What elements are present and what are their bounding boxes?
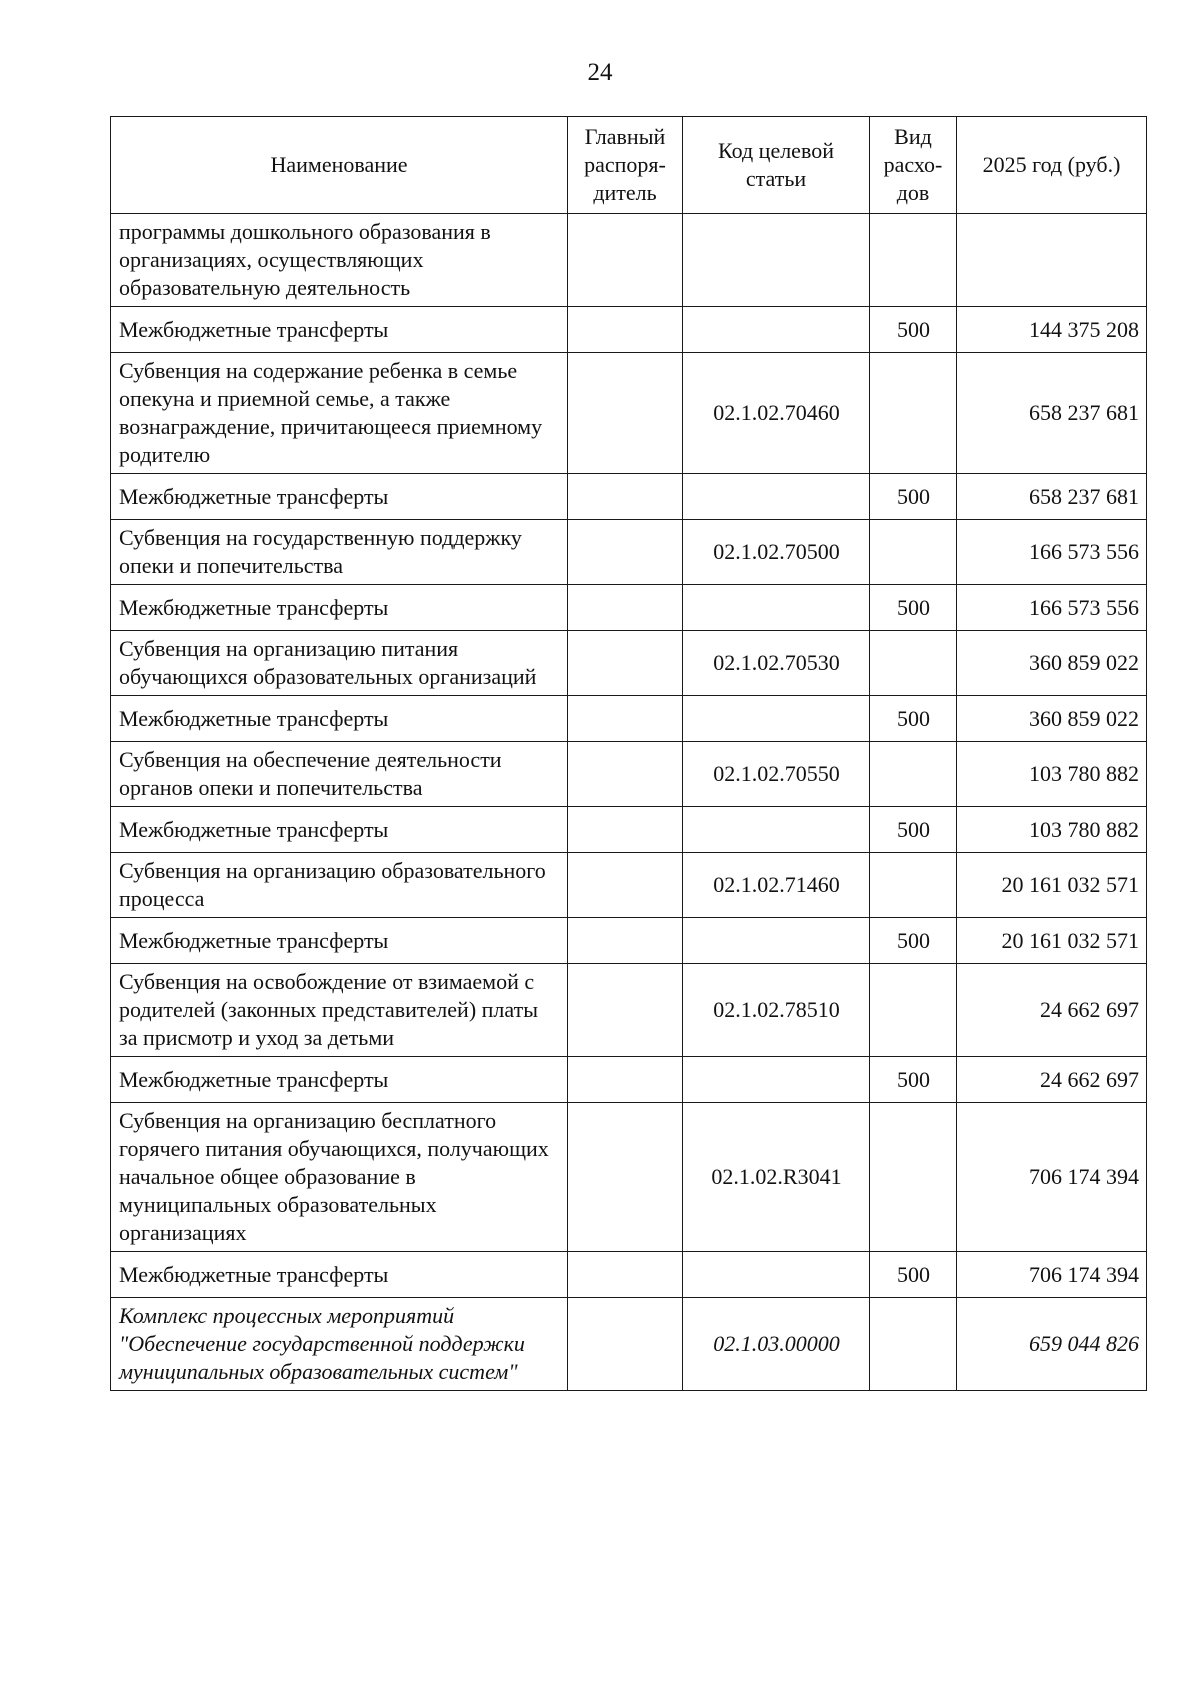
cell-name: Субвенция на содержание ребенка в семье опекуна и приемной семье, а также вознаграждение, причитающееся приемному родителю bbox=[111, 353, 568, 474]
cell-code bbox=[683, 214, 870, 307]
table-row bbox=[111, 696, 1147, 742]
cell-chief bbox=[568, 307, 683, 353]
header-chief: Главный распоря-дитель bbox=[568, 117, 683, 214]
table-row bbox=[111, 853, 1147, 918]
cell-chief bbox=[568, 918, 683, 964]
cell-chief bbox=[568, 807, 683, 853]
cell-chief bbox=[568, 585, 683, 631]
cell-code: 02.1.03.00000 bbox=[683, 1298, 870, 1391]
cell-vid bbox=[870, 631, 957, 696]
cell-code bbox=[683, 696, 870, 742]
cell-code: 02.1.02.70460 bbox=[683, 353, 870, 474]
table-row bbox=[111, 474, 1147, 520]
cell-amount: 103 780 882 bbox=[957, 807, 1147, 853]
cell-vid bbox=[870, 853, 957, 918]
cell-chief bbox=[568, 1298, 683, 1391]
budget-table bbox=[110, 116, 1147, 1391]
cell-amount: 24 662 697 bbox=[957, 1057, 1147, 1103]
cell-vid bbox=[870, 520, 957, 585]
table-row bbox=[111, 214, 1147, 307]
table-row bbox=[111, 964, 1147, 1057]
cell-name: Межбюджетные трансферты bbox=[111, 1252, 568, 1298]
table-row bbox=[111, 585, 1147, 631]
table-row-complex bbox=[111, 1298, 1147, 1391]
cell-chief bbox=[568, 353, 683, 474]
cell-vid bbox=[870, 353, 957, 474]
cell-amount: 166 573 556 bbox=[957, 585, 1147, 631]
cell-code: 02.1.02.70530 bbox=[683, 631, 870, 696]
cell-vid: 500 bbox=[870, 1252, 957, 1298]
cell-name: Субвенция на обеспечение деятельности органов опеки и попечительства bbox=[111, 742, 568, 807]
table-row bbox=[111, 1057, 1147, 1103]
cell-name: Субвенция на государственную поддержку опеки и попечительства bbox=[111, 520, 568, 585]
cell-amount: 144 375 208 bbox=[957, 307, 1147, 353]
cell-name: Межбюджетные трансферты bbox=[111, 918, 568, 964]
cell-vid bbox=[870, 1103, 957, 1252]
cell-name: Комплекс процессных мероприятий "Обеспечение государственной поддержки муниципальных образовательных систем" bbox=[111, 1298, 568, 1391]
table-row bbox=[111, 631, 1147, 696]
cell-name: Субвенция на организацию образовательного процесса bbox=[111, 853, 568, 918]
cell-chief bbox=[568, 474, 683, 520]
cell-vid bbox=[870, 964, 957, 1057]
table-row bbox=[111, 1103, 1147, 1252]
cell-code: 02.1.02.70500 bbox=[683, 520, 870, 585]
cell-code bbox=[683, 474, 870, 520]
cell-name: Субвенция на освобождение от взимаемой с родителей (законных представителей) платы за присмотр и уход за детьми bbox=[111, 964, 568, 1057]
cell-name: Межбюджетные трансферты bbox=[111, 1057, 568, 1103]
cell-vid: 500 bbox=[870, 807, 957, 853]
cell-code bbox=[683, 585, 870, 631]
header-code: Код целевой статьи bbox=[683, 117, 870, 214]
header-vid: Вид расхо-дов bbox=[870, 117, 957, 214]
cell-code bbox=[683, 307, 870, 353]
cell-vid bbox=[870, 1298, 957, 1391]
cell-chief bbox=[568, 1103, 683, 1252]
cell-amount: 166 573 556 bbox=[957, 520, 1147, 585]
table-row bbox=[111, 918, 1147, 964]
cell-vid: 500 bbox=[870, 474, 957, 520]
table-row bbox=[111, 307, 1147, 353]
cell-chief bbox=[568, 696, 683, 742]
table-row bbox=[111, 353, 1147, 474]
cell-code bbox=[683, 1252, 870, 1298]
header-amount: 2025 год (руб.) bbox=[957, 117, 1147, 214]
cell-vid: 500 bbox=[870, 918, 957, 964]
cell-chief bbox=[568, 631, 683, 696]
cell-chief bbox=[568, 520, 683, 585]
cell-amount: 706 174 394 bbox=[957, 1103, 1147, 1252]
cell-code: 02.1.02.78510 bbox=[683, 964, 870, 1057]
cell-name: программы дошкольного образования в организациях, осуществляющих образовательную деятельность bbox=[111, 214, 568, 307]
cell-amount: 103 780 882 bbox=[957, 742, 1147, 807]
cell-vid: 500 bbox=[870, 585, 957, 631]
table-row bbox=[111, 807, 1147, 853]
table-row bbox=[111, 520, 1147, 585]
cell-chief bbox=[568, 742, 683, 807]
cell-chief bbox=[568, 1057, 683, 1103]
cell-code bbox=[683, 918, 870, 964]
cell-amount: 659 044 826 bbox=[957, 1298, 1147, 1391]
cell-name: Субвенция на организацию бесплатного горячего питания обучающихся, получающих начальное общее образование в муниципальных образовательных организациях bbox=[111, 1103, 568, 1252]
cell-amount: 706 174 394 bbox=[957, 1252, 1147, 1298]
cell-amount: 360 859 022 bbox=[957, 631, 1147, 696]
table-header-row bbox=[111, 117, 1147, 214]
cell-name: Субвенция на организацию питания обучающихся образовательных организаций bbox=[111, 631, 568, 696]
cell-amount: 360 859 022 bbox=[957, 696, 1147, 742]
table-row bbox=[111, 742, 1147, 807]
cell-code bbox=[683, 1057, 870, 1103]
table-row bbox=[111, 1252, 1147, 1298]
cell-chief bbox=[568, 853, 683, 918]
cell-vid: 500 bbox=[870, 696, 957, 742]
cell-code: 02.1.02.R3041 bbox=[683, 1103, 870, 1252]
header-name: Наименование bbox=[111, 117, 568, 214]
cell-vid bbox=[870, 214, 957, 307]
cell-amount: 24 662 697 bbox=[957, 964, 1147, 1057]
cell-chief bbox=[568, 1252, 683, 1298]
cell-code: 02.1.02.71460 bbox=[683, 853, 870, 918]
cell-chief bbox=[568, 964, 683, 1057]
cell-amount: 658 237 681 bbox=[957, 474, 1147, 520]
cell-chief bbox=[568, 214, 683, 307]
cell-amount: 20 161 032 571 bbox=[957, 918, 1147, 964]
cell-name: Межбюджетные трансферты bbox=[111, 807, 568, 853]
cell-vid: 500 bbox=[870, 307, 957, 353]
cell-name: Межбюджетные трансферты bbox=[111, 474, 568, 520]
cell-name: Межбюджетные трансферты bbox=[111, 585, 568, 631]
cell-amount bbox=[957, 214, 1147, 307]
cell-vid: 500 bbox=[870, 1057, 957, 1103]
cell-code: 02.1.02.70550 bbox=[683, 742, 870, 807]
cell-vid bbox=[870, 742, 957, 807]
page-number: 24 bbox=[587, 59, 613, 86]
cell-name: Межбюджетные трансферты bbox=[111, 307, 568, 353]
cell-amount: 658 237 681 bbox=[957, 353, 1147, 474]
cell-code bbox=[683, 807, 870, 853]
cell-amount: 20 161 032 571 bbox=[957, 853, 1147, 918]
cell-name: Межбюджетные трансферты bbox=[111, 696, 568, 742]
